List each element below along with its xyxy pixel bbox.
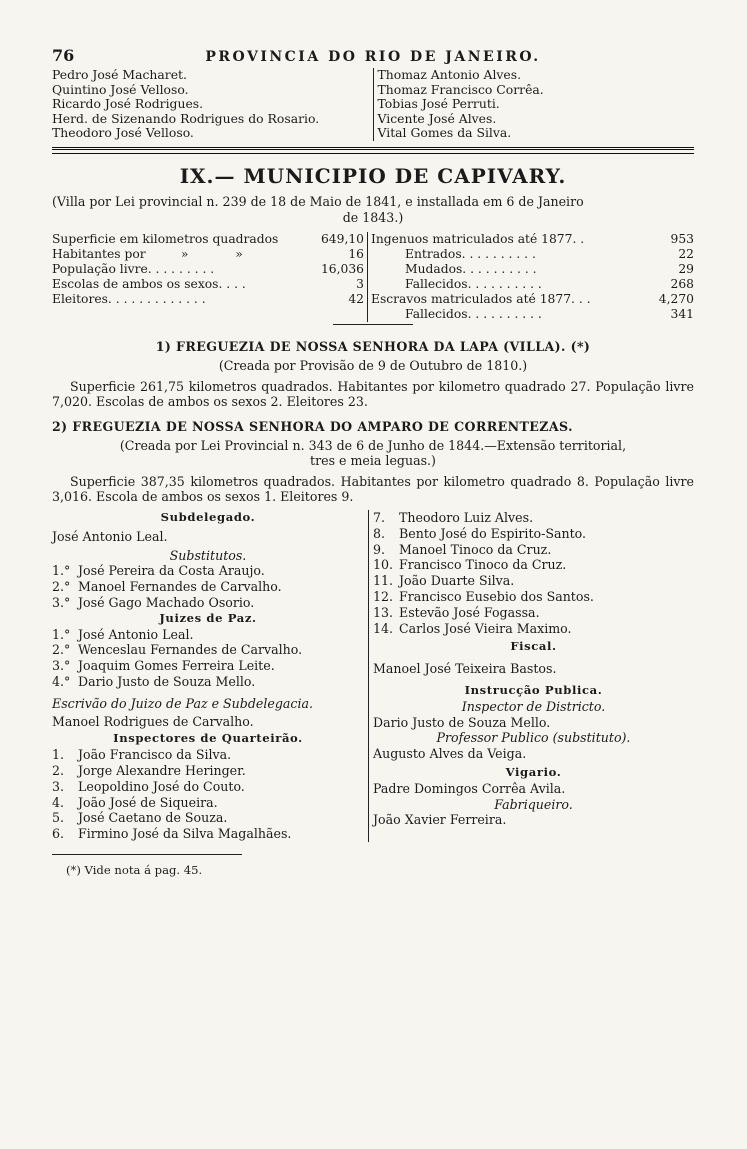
- list-item: 5. José Caetano de Souza.: [52, 810, 228, 826]
- vigario-name: Padre Domingos Corrêa Avila.: [373, 780, 566, 796]
- name-line: Quintino José Velloso.: [52, 81, 189, 97]
- list-item: 3.° José Gago Machado Osorio.: [52, 594, 255, 610]
- inspectores-heading: Inspectores de Quarteirão.: [113, 731, 303, 746]
- name-line: Vital Gomes da Silva.: [377, 125, 512, 141]
- list-item: 7. Theodoro Luiz Alves.: [373, 509, 534, 525]
- footnote-divider: [52, 854, 242, 855]
- fiscal-heading: Fiscal.: [510, 639, 557, 654]
- list-item: 3.° Joaquim Gomes Ferreira Leite.: [52, 658, 275, 674]
- fabriqueiro-name: João Xavier Ferreira.: [373, 812, 507, 828]
- freguezia-2-heading: 2) FREGUEZIA DE NOSSA SENHORA DO AMPARO DE CORRENTEZAS.: [52, 418, 573, 434]
- name-line: Theodoro José Velloso.: [52, 125, 194, 141]
- creation-line: (Creada por Lei Provincial n. 343 de 6 de Junho de 1844.—Extensão territorial,: [119, 437, 627, 453]
- top-names-left: [52, 68, 373, 141]
- inspector-name: Dario Justo de Souza Mello.: [373, 714, 551, 730]
- stat-row: Escravos matriculados até 1877. . . 4,270: [371, 291, 694, 306]
- professor-heading: Professor Publico (substituto).: [436, 730, 631, 746]
- page: [52, 46, 694, 877]
- list-item: 6. Firmino José da Silva Magalhães.: [52, 826, 292, 842]
- escrivao-name: Manoel Rodrigues de Carvalho.: [52, 713, 254, 729]
- creation-line: tres e meia leguas.): [310, 452, 436, 468]
- list-item: 3. Leopoldino José do Couto.: [52, 778, 245, 794]
- stat-row: Fallecidos. . . . . . . . . . 268: [405, 276, 694, 291]
- page-header: [52, 46, 694, 68]
- fiscal-name: Manoel José Teixeira Bastos.: [373, 661, 557, 677]
- municipio-stats: [52, 232, 694, 322]
- creation-line: (Villa por Lei provincial n. 239 de 18 de Maio de 1841, e installada em 6 de Janeiro: [52, 193, 584, 209]
- stat-row: Ingenuos matriculados até 1877. . 953: [371, 231, 694, 246]
- stat-row: Superficie em kilometros quadrados 649,10: [52, 231, 364, 246]
- stat-row: Escolas de ambos os sexos. . . . 3: [52, 276, 364, 291]
- name-line: Herd. de Sizenando Rodrigues do Rosario.: [52, 110, 320, 126]
- list-item: 10. Francisco Tinoco da Cruz.: [373, 557, 567, 573]
- list-item: 11. João Duarte Silva.: [373, 573, 515, 589]
- name-line: Thomaz Antonio Alves.: [377, 67, 522, 82]
- stat-row: Mudados. . . . . . . . . . 29: [405, 261, 694, 276]
- list-item: 4. João José de Siqueira.: [52, 794, 218, 810]
- footnote: (*) Vide nota á pag. 45.: [66, 862, 203, 877]
- list-item: 1.° José Antonio Leal.: [52, 626, 194, 642]
- freguezia-1-stats: Superficie 261,75 kilometros quadrados. Habitantes por kilometro quadrado 27. População livre 7,020. Escolas de ambos os sexos 2. Eleitores 23.: [52, 378, 694, 409]
- list-item: 9. Manoel Tinoco da Cruz.: [373, 541, 552, 557]
- list-item: 2. Jorge Alexandre Heringer.: [52, 762, 246, 778]
- list-item: 4.° Dario Justo de Souza Mello.: [52, 673, 256, 689]
- freguezia-2-stats: Superficie 387,35 kilometros quadrados. Habitantes por kilometro quadrado 8. População livre 3,016. Escola de ambos os sexos 1. Eleitores 9.: [52, 473, 694, 504]
- fabriqueiro-heading: Fabriqueiro.: [494, 796, 573, 812]
- stat-row: População livre. . . . . . . . . 16,036: [52, 261, 364, 276]
- subdelegado-heading: Subdelegado.: [160, 509, 256, 524]
- stat-row: Eleitores. . . . . . . . . . . . . 42: [52, 291, 364, 306]
- stats-right: [368, 232, 694, 322]
- top-names-list: [52, 68, 694, 141]
- escrivao-heading: Escrivão do Juizo de Paz e Subdelegacia.: [52, 695, 314, 711]
- name-line: Vicente José Alves.: [377, 110, 497, 126]
- officials-columns: [52, 510, 694, 842]
- name-line: Tobias José Perruti.: [377, 96, 500, 112]
- stat-row: Entrados. . . . . . . . . . 22: [405, 246, 694, 261]
- subdelegado-name: José Antonio Leal.: [52, 528, 168, 544]
- stat-row: Habitantes por » » 16: [52, 246, 364, 261]
- name-line: Ricardo José Rodrigues.: [52, 96, 204, 112]
- name-line: Pedro José Macharet.: [52, 67, 187, 82]
- officials-left: [52, 510, 369, 842]
- inspector-heading: Inspector de Districto.: [461, 698, 606, 714]
- list-item: 1.° José Pereira da Costa Araujo.: [52, 563, 265, 579]
- list-item: 13. Estevão José Fogassa.: [373, 604, 540, 620]
- stats-left: [52, 232, 368, 322]
- creation-line: de 1843.): [342, 209, 404, 225]
- juizes-heading: Juizes de Paz.: [159, 610, 257, 625]
- officials-right: [369, 510, 694, 842]
- instruccao-heading: Instrucção Publica.: [464, 682, 603, 697]
- list-item: 8. Bento José do Espirito-Santo.: [373, 525, 587, 541]
- municipio-title: IX.— MUNICIPIO DE CAPIVARY.: [179, 163, 567, 188]
- top-names-right: [373, 68, 695, 141]
- section-divider: [52, 147, 694, 154]
- vigario-heading: Vigario.: [505, 764, 562, 779]
- name-line: Thomaz Francisco Corrêa.: [377, 81, 544, 97]
- page-number: 76: [52, 46, 75, 65]
- list-item: 2.° Wenceslau Fernandes de Carvalho.: [52, 642, 303, 658]
- freguezia-2-creation: [52, 438, 694, 468]
- municipio-creation: [52, 194, 694, 226]
- stat-row: Fallecidos. . . . . . . . . . 341: [405, 306, 694, 321]
- list-item: 12. Francisco Eusebio dos Santos.: [373, 588, 594, 604]
- short-divider: [333, 324, 413, 325]
- list-item: 1. João Francisco da Silva.: [52, 747, 232, 763]
- running-title: PROVINCIA DO RIO DE JANEIRO.: [205, 49, 541, 65]
- freguezia-1-heading: 1) FREGUEZIA DE NOSSA SENHORA DA LAPA (VILLA). (*): [155, 338, 591, 354]
- professor-name: Augusto Alves da Veiga.: [373, 746, 527, 762]
- freguezia-1-creation: (Creada por Provisão de 9 de Outubro de 1810.): [218, 357, 528, 373]
- substitutos-heading: Substitutos.: [169, 547, 247, 563]
- list-item: 14. Carlos José Vieira Maximo.: [373, 620, 572, 636]
- list-item: 2.° Manoel Fernandes de Carvalho.: [52, 579, 282, 595]
